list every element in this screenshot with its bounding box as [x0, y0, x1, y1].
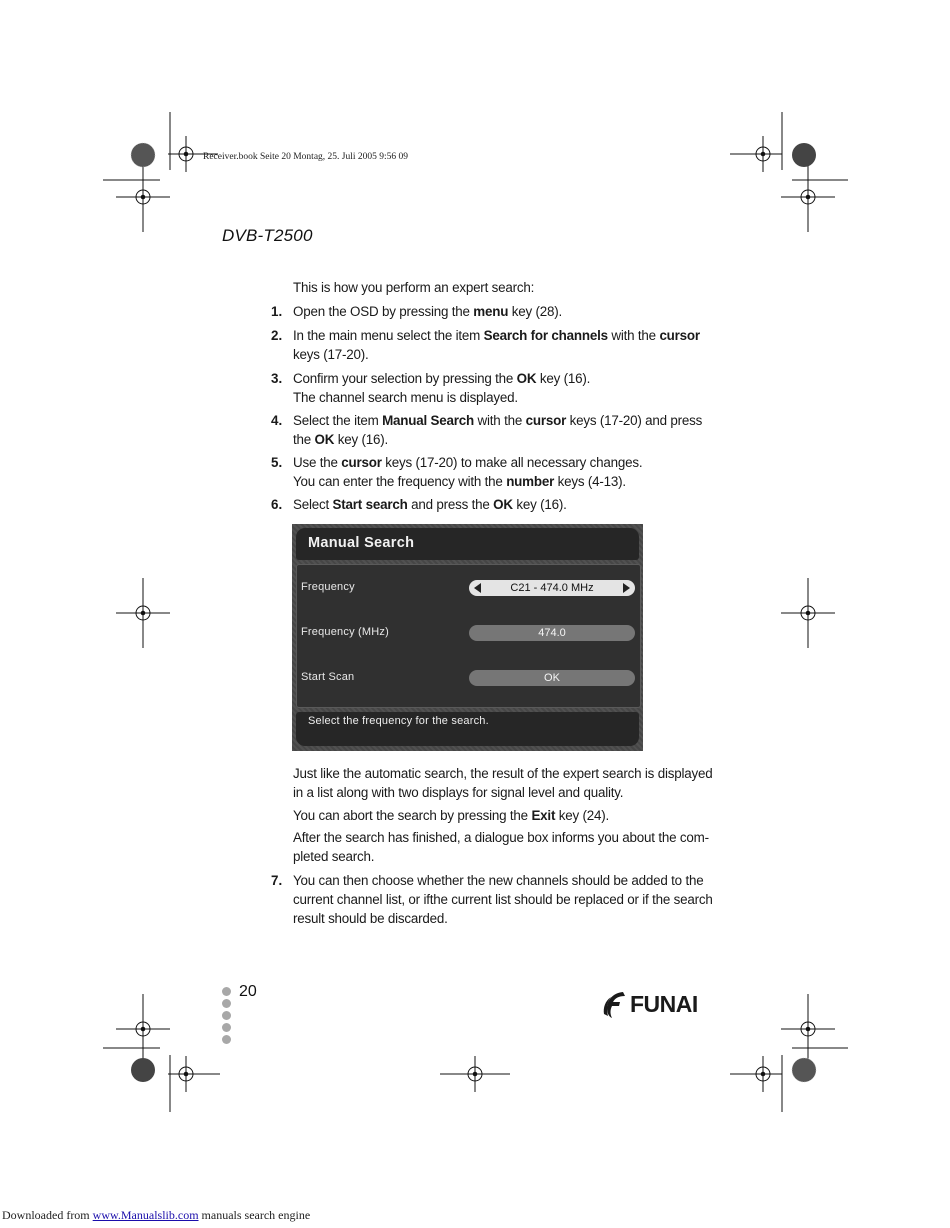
step-line [293, 495, 567, 514]
step-number: 1. [271, 304, 283, 319]
text-run: Open the OSD by pressing the [293, 304, 474, 319]
funai-logo-icon [601, 990, 631, 1020]
step-line [293, 430, 388, 449]
bold-term: Manual Search [382, 413, 475, 428]
arrow-left-icon [474, 583, 481, 593]
text-run: Use the [293, 455, 342, 470]
text-run: current channel list, or ifthe current list should be replaced or if the search [293, 892, 713, 907]
intro-text: This is how you perform an expert search: [293, 280, 535, 295]
osd-title-bar [296, 528, 639, 560]
text-run: keys (4-13). [554, 474, 626, 489]
text-run: with the [474, 413, 526, 428]
step-line [293, 302, 562, 321]
text-run: You can enter the frequency with the [293, 474, 507, 489]
text-run: You can abort the search by pressing the [293, 808, 532, 823]
text-run: key (24). [555, 808, 610, 823]
osd-help-text: Select the frequency for the search. [308, 715, 489, 727]
footer-suffix: manuals search engine [198, 1208, 311, 1222]
paragraph-line [293, 828, 709, 847]
step-number: 5. [271, 455, 283, 470]
bold-term: Start search [332, 497, 408, 512]
bold-term: Search for channels [483, 328, 608, 343]
text-run: keys (17-20) to make all necessary changes. [381, 455, 643, 470]
bold-term: Exit [531, 808, 556, 823]
arrow-right-icon [623, 583, 630, 593]
osd-field-start-scan: OK [469, 670, 635, 686]
text-run: key (28). [508, 304, 563, 319]
osd-field-frequency [469, 580, 635, 596]
bold-term: cursor [525, 413, 567, 428]
osd-value-frequency: C21 - 474.0 MHz [510, 582, 594, 594]
step-number: 3. [271, 371, 283, 386]
step-number: 4. [271, 413, 283, 428]
print-slug: Receiver.book Seite 20 Montag, 25. Juli 2005 9:56 09 [203, 152, 409, 162]
step-line [293, 890, 713, 909]
text-run: After the search has finished, a dialogue box informs you about the com- [293, 830, 709, 845]
text-run: key (16). [512, 497, 567, 512]
osd-field-frequency-mhz: 474.0 [469, 625, 635, 641]
step-number: 2. [271, 328, 283, 343]
text-run: key (16). [536, 371, 591, 386]
text-run: In the main menu select the item [293, 328, 484, 343]
page-number: 20 [239, 983, 257, 1000]
step-line [293, 388, 518, 407]
page-dot [222, 1023, 231, 1032]
osd-title: Manual Search [308, 535, 415, 551]
text-run: The channel search menu is displayed. [293, 390, 518, 405]
step-line [293, 871, 703, 890]
paragraph-line [293, 764, 712, 783]
manualslib-link[interactable]: www.Manualslib.com [92, 1208, 199, 1222]
osd-screenshot [292, 524, 643, 751]
text-run: the [293, 432, 315, 447]
text-run: You can then choose whether the new channels should be added to the [293, 873, 704, 888]
page-dot [222, 1011, 231, 1020]
text-run: with the [607, 328, 660, 343]
osd-label-frequency-mhz: Frequency (MHz) [301, 626, 389, 638]
step-line [293, 369, 590, 388]
bold-term: OK [493, 497, 513, 512]
step-line [293, 411, 702, 430]
text-run: and press the [407, 497, 494, 512]
bold-term: menu [473, 304, 509, 319]
osd-label-frequency: Frequency [301, 581, 355, 593]
text-run: Select the item [293, 413, 383, 428]
bold-term: OK [314, 432, 335, 447]
text-run: keys (17-20) and press [566, 413, 703, 428]
bold-term: OK [516, 371, 537, 386]
model-heading: DVB-T2500 [222, 226, 313, 245]
text-run: Just like the automatic search, the result of the expert search is displayed [293, 766, 713, 781]
bold-term: cursor [659, 328, 700, 343]
bold-term: cursor [341, 455, 382, 470]
paragraph-line [293, 806, 609, 825]
page-dot [222, 999, 231, 1008]
text-run: pleted search. [293, 849, 375, 864]
page-dot [222, 987, 231, 996]
step-line [293, 326, 700, 345]
footer-prefix: Downloaded from [2, 1208, 93, 1222]
text-run: Confirm your selection by pressing the [293, 371, 517, 386]
step-number: 6. [271, 497, 283, 512]
osd-help-bar [296, 712, 639, 746]
paragraph-line [293, 847, 374, 866]
step-line [293, 472, 626, 491]
step-number: 7. [271, 873, 283, 888]
osd-menu-panel [296, 564, 641, 708]
brand-logo-text: FUNAI [630, 991, 698, 1017]
download-footer [2, 1208, 310, 1223]
text-run: in a list along with two displays for signal level and quality. [293, 785, 624, 800]
step-line [293, 345, 369, 364]
text-run: key (16). [334, 432, 389, 447]
text-run: Select [293, 497, 333, 512]
text-run: keys (17-20). [293, 347, 369, 362]
paragraph-line [293, 783, 623, 802]
step-line [293, 453, 642, 472]
osd-label-start-scan: Start Scan [301, 671, 355, 683]
step-line [293, 909, 448, 928]
text-run: result should be discarded. [293, 911, 448, 926]
page-dot [222, 1035, 231, 1044]
bold-term: number [506, 474, 555, 489]
